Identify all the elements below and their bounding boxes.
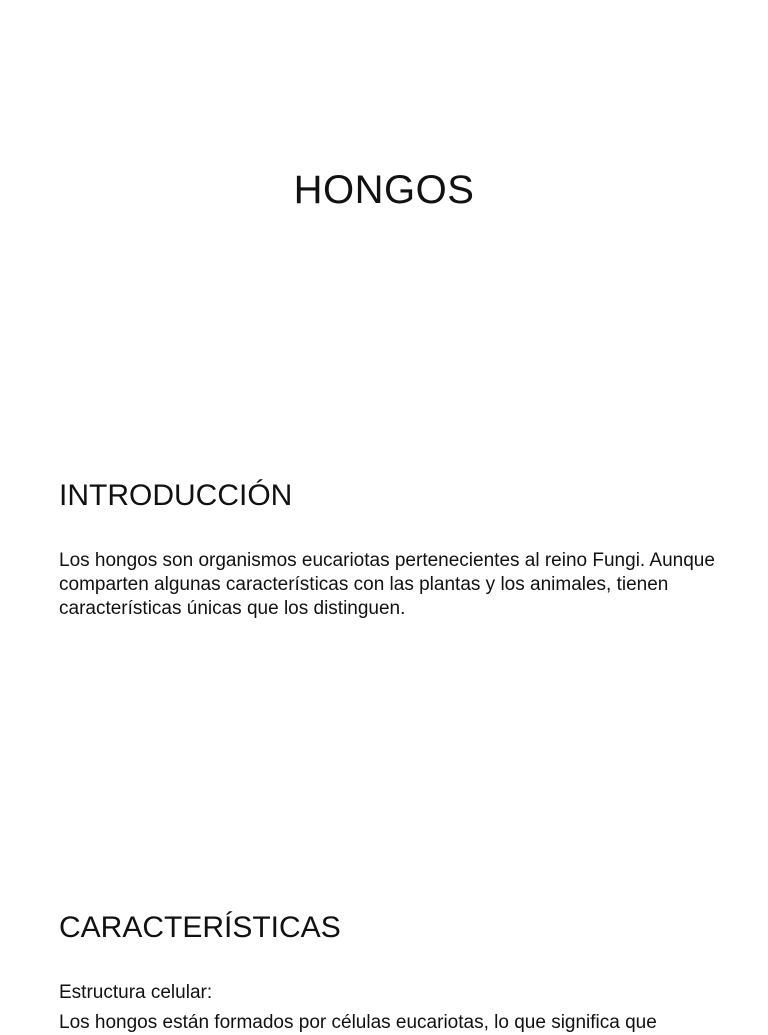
- caracteristicas-paragraph: Los hongos están formados por células eucariotas, lo que significa que: [59, 1012, 657, 1033]
- section-heading-introduccion: INTRODUCCIÓN: [59, 479, 293, 512]
- intro-paragraph: Los hongos son organismos eucariotas pertenecientes al reino Fungi. Aunque comparten algunas características con las plantas y los animales, tienen características únicas que los distinguen.: [59, 550, 715, 619]
- document-title: HONGOS: [293, 168, 475, 212]
- subheading-estructura-celular: Estructura celular:: [59, 982, 213, 1003]
- section-heading-caracteristicas: CARACTERÍSTICAS: [59, 911, 341, 944]
